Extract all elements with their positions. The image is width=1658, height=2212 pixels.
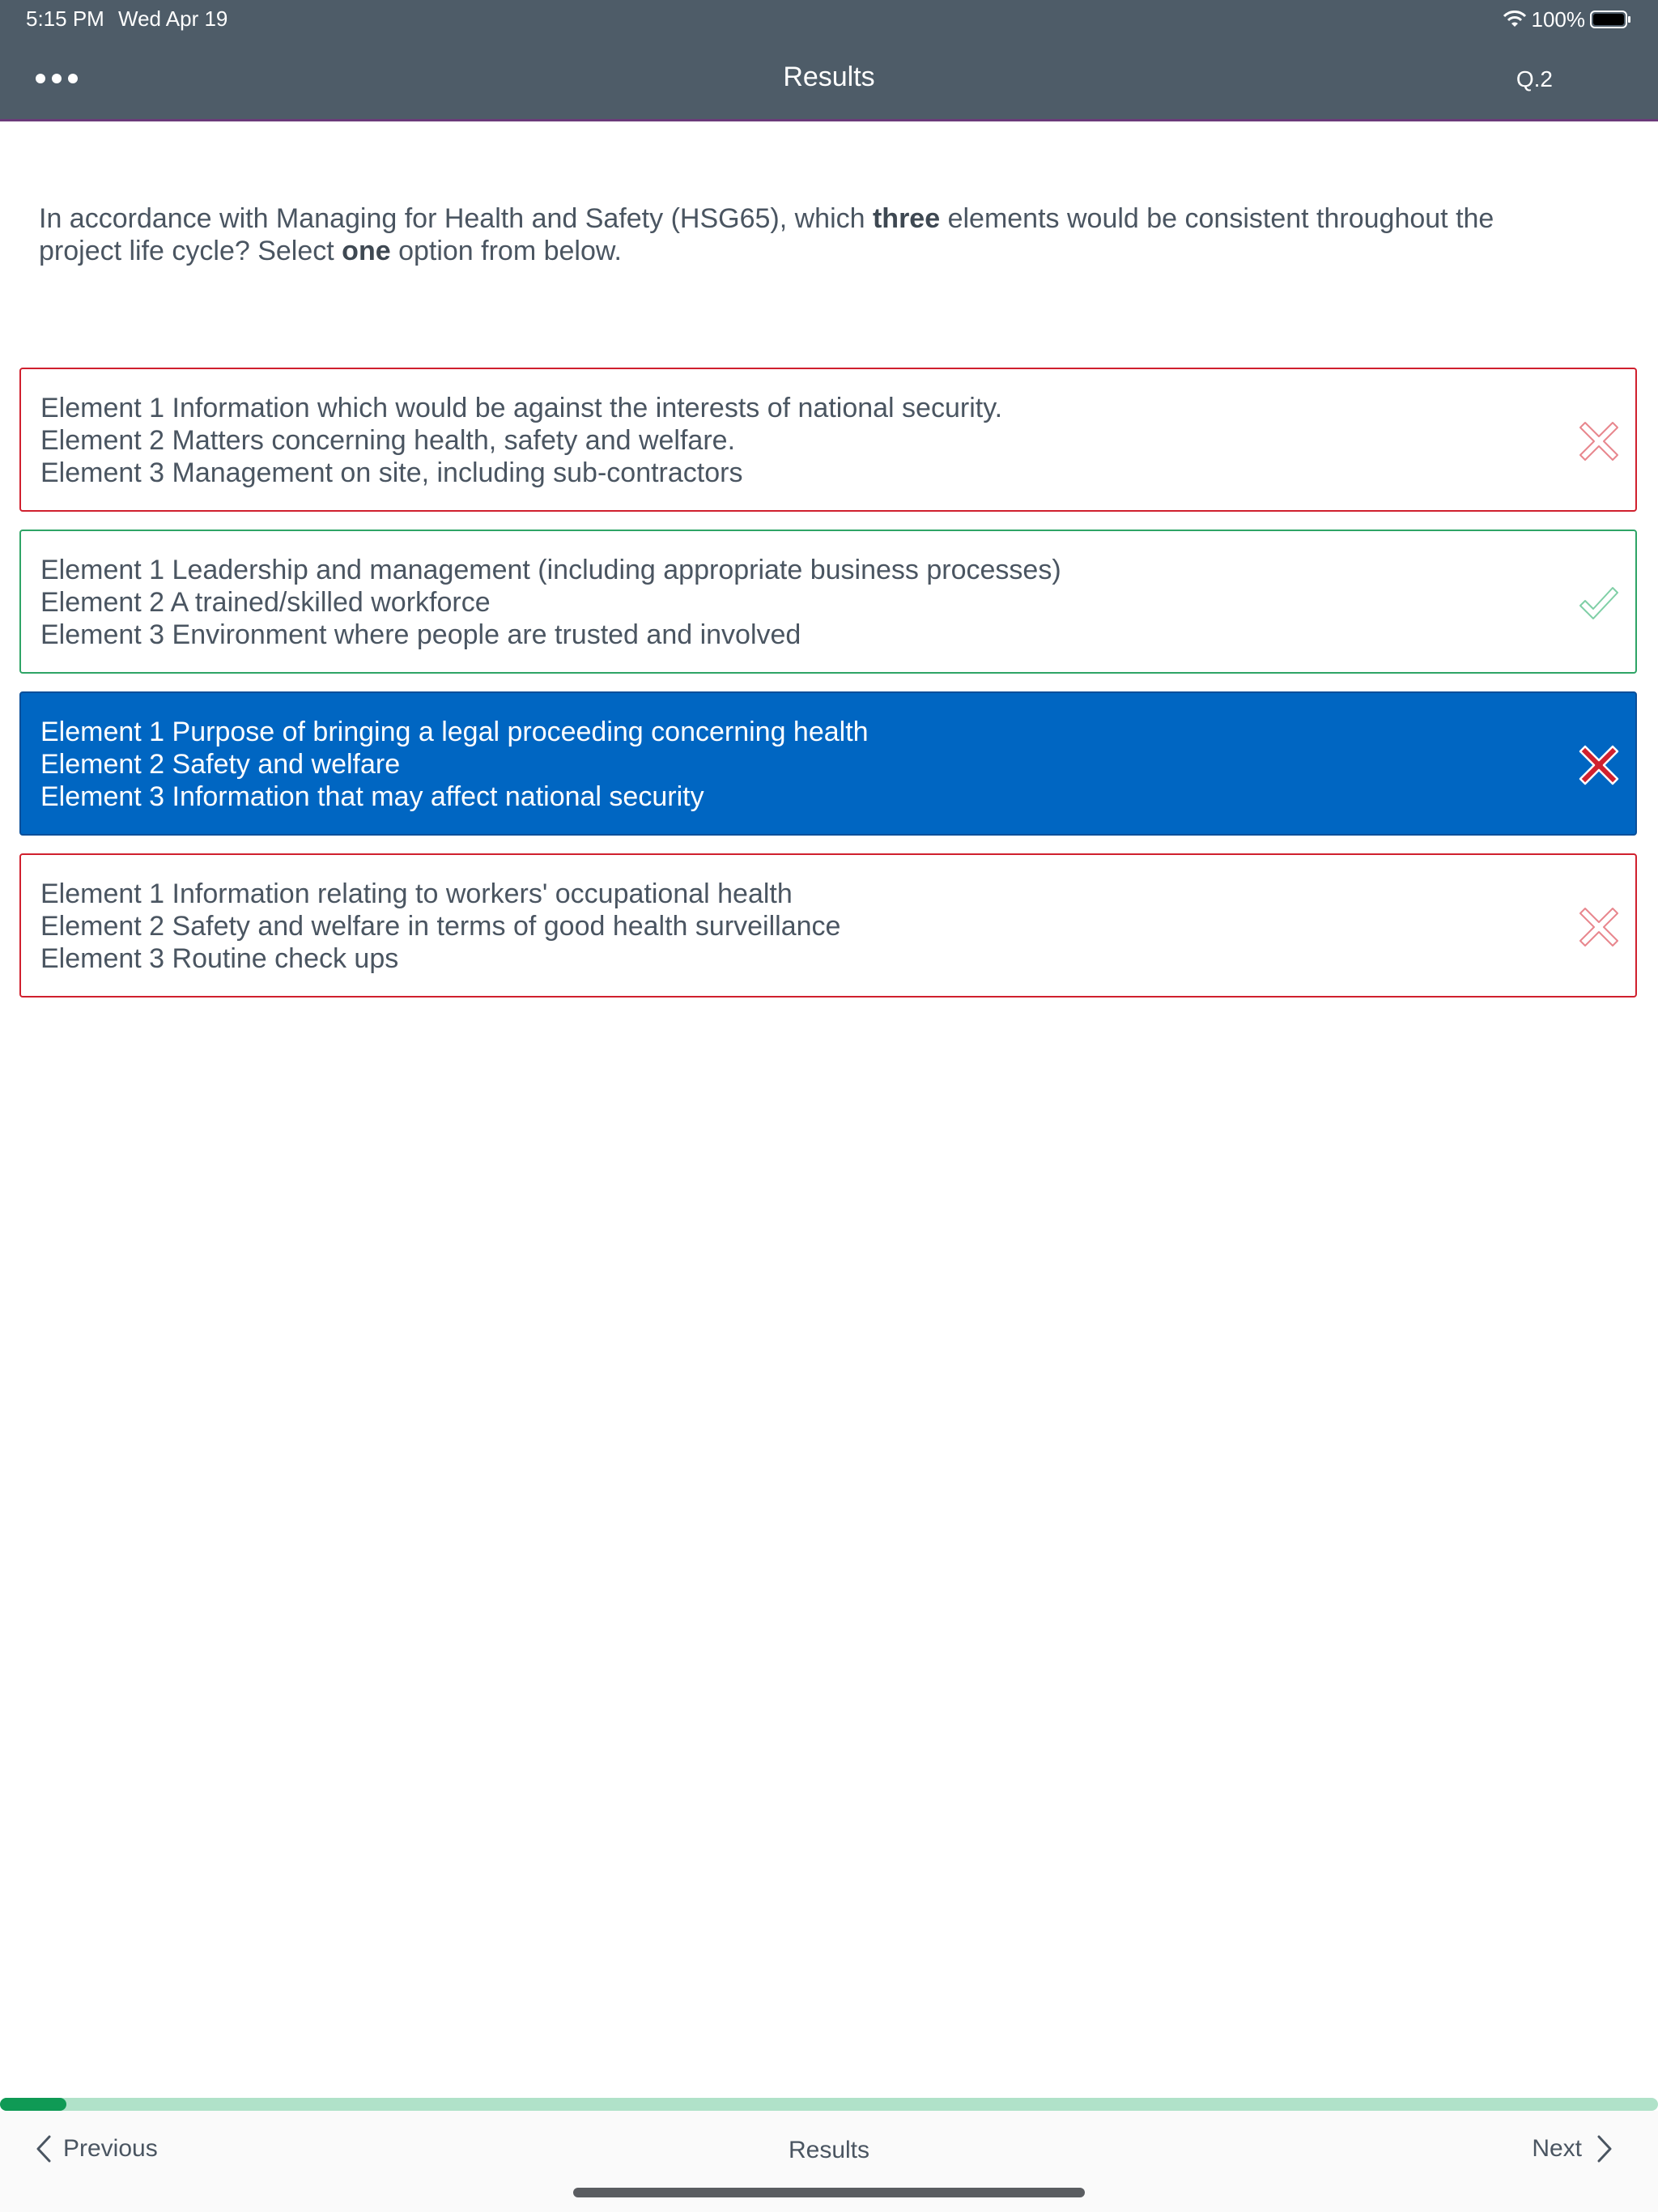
question-emphasis: three <box>872 203 941 234</box>
option-line: Element 3 Management on site, including sub-contractors <box>40 457 743 488</box>
question-part: elements would be consistent throughout the project life cycle? Select <box>39 203 1494 266</box>
option-line: Element 1 Information which would be against the interests of national security. <box>40 393 1003 423</box>
page-title: Results <box>783 62 875 92</box>
option-line: Element 2 A trained/skilled workforce <box>40 587 491 618</box>
option-line: Element 2 Safety and welfare in terms of good health surveillance <box>40 911 841 942</box>
option-line: Element 1 Purpose of bringing a legal proceeding concerning health <box>40 717 869 747</box>
check-outline-icon <box>1579 583 1619 623</box>
previous-label: Previous <box>63 2135 158 2162</box>
question-number: Q.2 <box>1516 66 1553 91</box>
cross-outline-icon <box>1579 421 1619 462</box>
progress-bar <box>0 2098 1658 2111</box>
option-line: Element 2 Matters concerning health, safety and welfare. <box>40 425 736 456</box>
answer-option-4[interactable] <box>19 853 1637 998</box>
answer-option-2[interactable] <box>19 530 1637 674</box>
answer-option-3[interactable] <box>19 691 1637 836</box>
status-indicators <box>1503 5 1633 34</box>
cross-filled-icon <box>1579 745 1619 785</box>
option-line: Element 2 Safety and welfare <box>40 749 401 780</box>
battery-icon <box>1590 10 1632 29</box>
option-line: Element 1 Leadership and management (including appropriate business processes) <box>40 555 1061 585</box>
results-button[interactable]: Results <box>788 2137 870 2163</box>
question-emphasis: one <box>342 236 391 266</box>
option-line: Element 3 Environment where people are trusted and involved <box>40 619 801 650</box>
next-label: Next <box>1532 2135 1582 2162</box>
progress-fill <box>0 2098 66 2111</box>
status-time: 5:15 PM <box>26 6 104 31</box>
question-part: In accordance with Managing for Health and Safety (HSG65), which <box>39 203 873 234</box>
question-part: option from below. <box>390 236 623 266</box>
battery-percent: 100% <box>1531 6 1585 32</box>
status-date: Wed Apr 19 <box>118 6 228 31</box>
wifi-icon <box>1503 11 1527 28</box>
answer-option-1[interactable] <box>19 368 1637 512</box>
top-bar <box>0 0 1658 121</box>
question-text <box>39 202 1577 267</box>
cross-outline-icon <box>1579 907 1619 947</box>
option-line: Element 3 Information that may affect national security <box>40 781 704 812</box>
option-line: Element 3 Routine check ups <box>40 943 399 974</box>
next-button[interactable] <box>1532 2129 1613 2169</box>
chevron-right-icon <box>1596 2135 1613 2163</box>
home-indicator[interactable] <box>573 2188 1085 2197</box>
option-line: Element 1 Information relating to workers' occupational health <box>40 878 793 909</box>
